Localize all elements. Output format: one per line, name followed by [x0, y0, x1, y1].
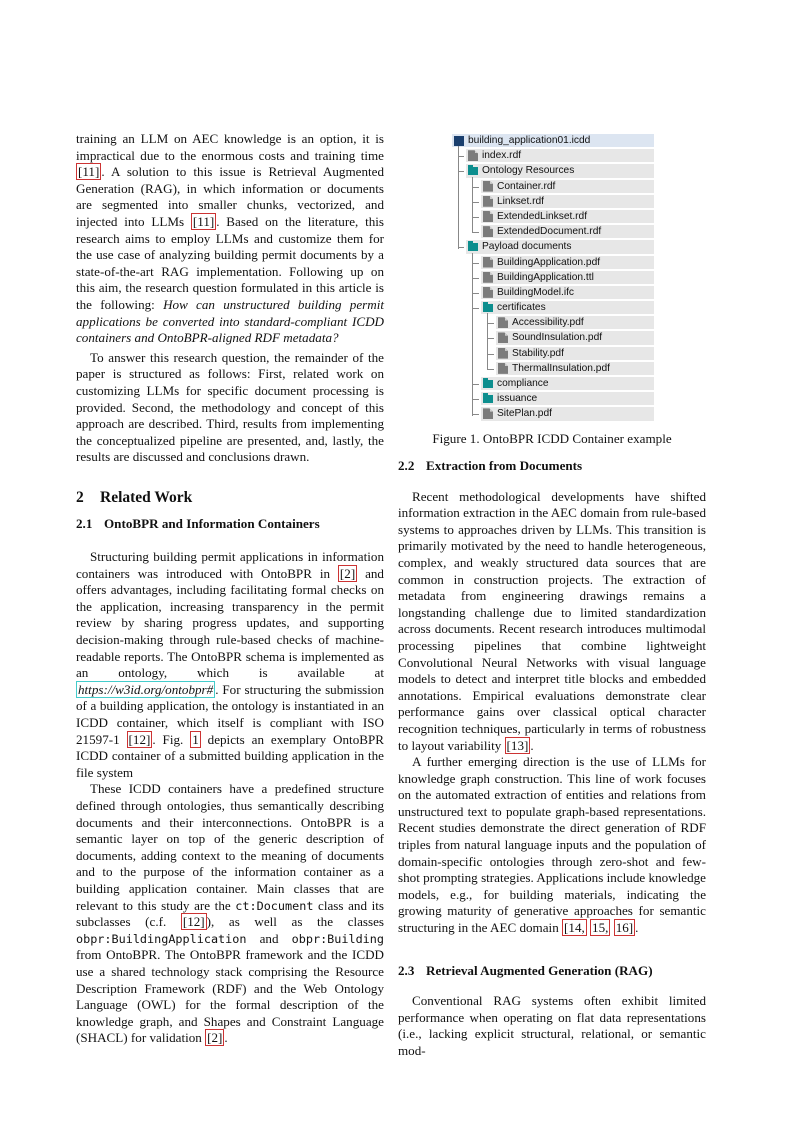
- tree-row[interactable]: [452, 315, 654, 330]
- tree-item-label: SitePlan.pdf: [497, 408, 552, 420]
- tree-row[interactable]: [452, 300, 654, 315]
- subsection-heading: 2.3 Retrieval Augmented Generation (RAG): [398, 962, 653, 978]
- right-column: [398, 131, 706, 1058]
- tree-item-label: Payload documents: [482, 241, 572, 253]
- tree-row[interactable]: [452, 224, 654, 239]
- citation-link[interactable]: [2]: [207, 1030, 223, 1046]
- tree-row[interactable]: [452, 255, 654, 270]
- tree-connector: [473, 399, 479, 400]
- tree-row[interactable]: [452, 209, 654, 224]
- tree-connector: [473, 232, 479, 233]
- tree-item-label: Stability.pdf: [512, 347, 564, 359]
- tree-guide-line: [472, 253, 473, 416]
- section-heading: 2 Related Work: [76, 488, 193, 506]
- figure-1: [398, 131, 706, 446]
- tree-item-label: Accessibility.pdf: [512, 317, 584, 329]
- tree-connector: [473, 308, 479, 309]
- tree-item-label: ExtendedDocument.rdf: [497, 226, 602, 238]
- citation-link[interactable]: [12]: [182, 914, 205, 930]
- paragraph-intro: training an LLM on AEC knowledge is an option, it is impractical due to the enormous costs and training time [11] . A solution to this issue is Retrieval Augmented Generation (RAG), in which information or documents are segmented into smaller chunks, vectorized, and injected into LLMs [11] . Based on the literature, this research aims to employ LLMs and customize them for the use case of analyzing building permit documents by a state-of-the-art RAG implementation. Following up on this aim, the research question formulated in this article is the following: How can unstructured building permit applications be converted into standard-compliant ICDD containers and OntoBPR-aligned RDF metadata?: [76, 131, 384, 346]
- tree-item-label: Linkset.rdf: [497, 195, 544, 207]
- tree-connector: [488, 338, 494, 339]
- paragraph-rag: Conventional RAG systems often exhibit limited performance when operating on flat data representations (i.e., lacking explicit structural, relational, or semantic mod-: [398, 993, 706, 1058]
- citation-link[interactable]: [13]: [506, 737, 529, 753]
- citation-link[interactable]: [2]: [339, 565, 356, 581]
- tree-connector: [488, 354, 494, 355]
- tree-connector: [473, 217, 479, 218]
- tree-item-label: BuildingApplication.ttl: [497, 271, 594, 283]
- left-column: [76, 131, 384, 1047]
- paragraph-kg: A further emerging direction is the use of LLMs for knowledge graph construction. This line of work focuses on the automated extraction of entities and relations from unstructured text to populate graph-based representations. Recent studies demonstrate the direct generation of RDF triples from natural language inputs and the population of domain-specific ontologies through zero-shot and few-shot prompting strategies. Applications include knowledge models, e.g., for building materials, indicating the growing maturity of generative approaches for semantic structuring in the AEC domain [14, 15, 16] .: [398, 754, 706, 936]
- citation-link[interactable]: 16]: [615, 920, 634, 936]
- folder-icon: [468, 243, 478, 251]
- tree-item-label: Container.rdf: [497, 180, 556, 192]
- tree-row[interactable]: [452, 148, 654, 163]
- tree-connector: [488, 369, 494, 370]
- paragraph-extraction: Recent methodological developments have shifted information extraction in the AEC domain from rule-based systems to approaches driven by LLMs. This transition is primarily motivated by the need to handle heterogeneous, complex, and weakly structured data sources that are common in construction projects. The extraction of metadata from engineering drawings remains a longstanding challenge due to limited standardization across documents. Recent research introduces multimodal processing pipelines that combine lightweight Convolutional Neural Networks with visual language models to detect and interpret title blocks and embedded annotations. Empirical evaluations demonstrate clear performance gains over classical optical character recognition techniques, particularly in terms of robustness to layout variability [13] .: [398, 488, 706, 753]
- tree-item-label: index.rdf: [482, 150, 522, 162]
- tree-item-label: certificates: [497, 302, 546, 314]
- tree-item-label: ThermalInsulation.pdf: [512, 362, 610, 374]
- citation-link[interactable]: [14,: [564, 920, 585, 936]
- tree-connector: [473, 187, 479, 188]
- tree-row[interactable]: [452, 163, 654, 178]
- citation-link[interactable]: 15,: [592, 920, 609, 936]
- tree-row[interactable]: [452, 391, 654, 406]
- tree-connector: [473, 263, 479, 264]
- tree-row[interactable]: [452, 285, 654, 300]
- tree-item-label: ExtendedLinkset.rdf: [497, 210, 588, 222]
- citation-link[interactable]: [11]: [78, 164, 100, 180]
- tree-row[interactable]: [452, 133, 654, 148]
- tree-connector: [473, 202, 479, 203]
- right-body: [398, 458, 706, 1060]
- tree-guide-line: [487, 313, 488, 370]
- file-tree: [452, 133, 654, 422]
- figure-ref-link[interactable]: 1: [192, 731, 199, 747]
- tree-row[interactable]: [452, 376, 654, 391]
- paragraph-ontobpr: Structuring building permit applications in information containers was introduced with OntoBPR in [2] and offers advantages, including facilitating formal checks on the application, increasing transparency in the permit review by sharing progress updates, and supporting decision-making through rule-based checks of machine-readable reports. The OntoBPR schema is implemented as an ontology, which is available at https://w3id.org/ontobpr# . For structuring the submission of a building application, the ontology is instantiated in an ICDD container, which itself is compliant with ISO 21597-1 [12] . Fig. 1 depicts an exemplary OntoBPR ICDD container of a submitted building application in the file system: [76, 549, 384, 780]
- tree-row[interactable]: [452, 194, 654, 209]
- tree-row[interactable]: [452, 346, 654, 361]
- tree-item-label: Ontology Resources: [482, 165, 575, 177]
- folder-icon: [468, 167, 478, 175]
- tree-row[interactable]: [452, 270, 654, 285]
- tree-row[interactable]: [452, 239, 654, 254]
- tree-item-label: building_application01.icdd: [468, 135, 591, 146]
- tree-connector: [488, 323, 494, 324]
- tree-guide-line: [472, 177, 473, 234]
- tree-item-label: issuance: [497, 393, 538, 405]
- figure-caption: Figure 1. OntoBPR ICDD Container example: [432, 431, 672, 446]
- tree-guide-line: [458, 146, 459, 248]
- tree-row[interactable]: [452, 406, 654, 421]
- tree-connector: [473, 384, 479, 385]
- tree-row[interactable]: [452, 361, 654, 376]
- archive-icon: [454, 136, 464, 146]
- folder-icon: [483, 304, 493, 312]
- tree-row[interactable]: [452, 179, 654, 194]
- citation-link[interactable]: [12]: [128, 731, 151, 747]
- paragraph-structure: To answer this research question, the remainder of the paper is structured as follows: First, related work on customizing LLMs for specific document processing is provided. Second, the methodology and concept of this approach are described. Third, results from implementing the conceptualized pipeline are presented, and, lastly, the results are discussed and conclusions drawn.: [76, 349, 384, 465]
- tree-connector: [473, 414, 479, 415]
- tree-connector: [473, 278, 479, 279]
- tree-item-label: SoundInsulation.pdf: [512, 332, 603, 344]
- tree-item-label: BuildingApplication.pdf: [497, 256, 601, 268]
- tree-connector: [473, 293, 479, 294]
- folder-icon: [483, 380, 493, 388]
- tree-item-label: BuildingModel.ifc: [497, 286, 575, 298]
- research-question: How can unstructured building permit applications be converted into standard-compliant ICDD containers and OntoBPR-aligned RDF metadata?: [76, 296, 384, 346]
- subsection-heading: 2.1 OntoBPR and Information Containers: [76, 516, 320, 532]
- citation-link[interactable]: [11]: [192, 213, 215, 229]
- tree-row[interactable]: [452, 330, 654, 345]
- folder-icon: [483, 395, 493, 403]
- paragraph-icdd: These ICDD containers have a predefined structure defined through ontologies, thus semantically describing documents and their interconnections. OntoBPR is a semantic layer on top of the generic description of documents, adding context to the meaning of documents and to the purpose of the information container as a building application container. Main classes that are relevant to this study are the ct:Document class and its subclasses (c.f. [12] ), as well as the classes obpr:BuildingApplication and obpr:Building from OntoBPR. The OntoBPR framework and the ICDD use a shared technology stack comprising the Resource Description Framework (RDF) and the Web Ontology Language (OWL) for the formal description of the knowledge graph, and Shapes and Constraint Language (SHACL) for validation [2] .: [76, 781, 384, 1046]
- subsection-heading: 2.2 Extraction from Documents: [398, 458, 583, 473]
- ontology-url-link[interactable]: https://w3id.org/ontobpr#: [78, 681, 214, 697]
- tree-item-label: compliance: [497, 378, 549, 389]
